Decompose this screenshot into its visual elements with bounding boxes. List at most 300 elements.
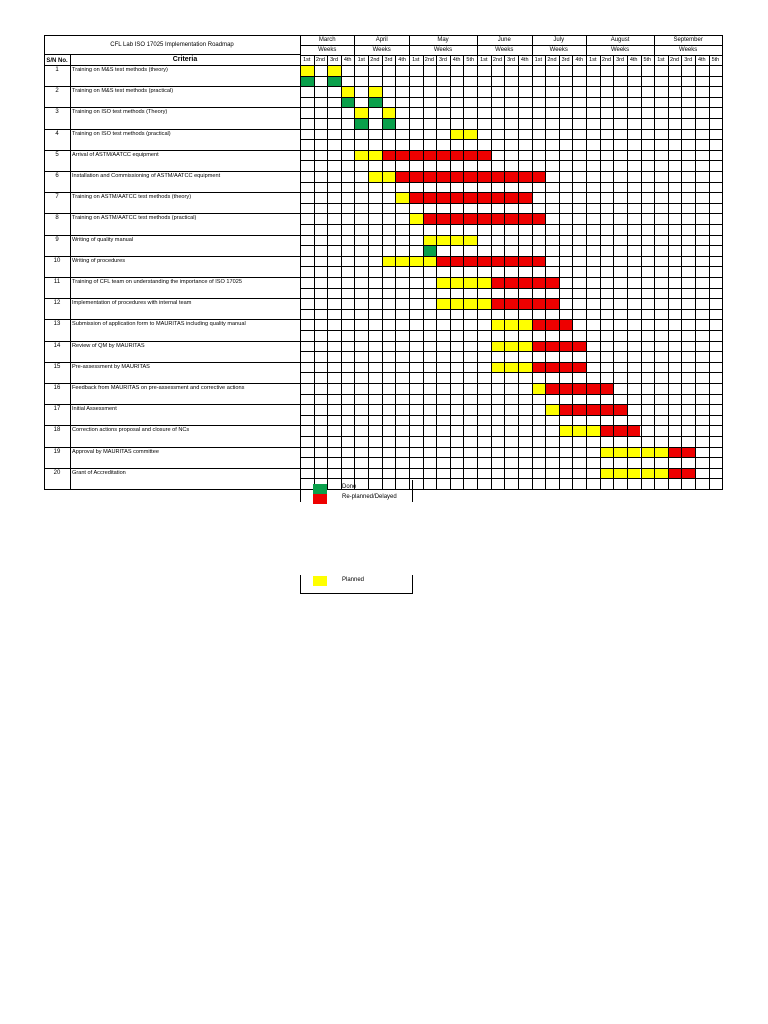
gantt-bar-cell [382, 150, 395, 160]
gantt-bar-cell [382, 119, 395, 129]
task-criteria: Pre-assessment by MAURITAS [72, 363, 150, 370]
grid-line [300, 203, 722, 204]
gantt-bar-cell [464, 299, 477, 309]
task-sn: 12 [53, 300, 61, 307]
legend-delayed-label: Re-planned/Delayed [342, 494, 397, 500]
grid-line [44, 468, 722, 469]
grid-line [300, 182, 722, 183]
gantt-bar-cell [464, 235, 477, 245]
gantt-bar-cell [478, 172, 491, 182]
gantt-bar-cell [478, 299, 491, 309]
chart-title: CFL Lab ISO 17025 Implementation Roadmap [110, 42, 234, 48]
grid-line [354, 35, 355, 490]
task-sn: 7 [55, 194, 59, 201]
gantt-bar-cell [559, 384, 572, 394]
gantt-bar-cell [559, 341, 572, 351]
grid-line [44, 383, 722, 384]
task-criteria: Initial Assessment [72, 406, 117, 413]
grid-line [545, 55, 546, 490]
gantt-bar-cell [491, 214, 504, 224]
gantt-bar-cell [382, 172, 395, 182]
task-criteria: Implementation of procedures with internal team [72, 300, 192, 307]
gantt-bar-cell [355, 150, 368, 160]
gantt-bar-cell [573, 362, 586, 372]
gantt-bar-cell [614, 426, 627, 436]
weeks-label: Weeks [318, 47, 337, 53]
gantt-bar-cell [382, 108, 395, 118]
grid-line [641, 55, 642, 490]
gantt-bar-cell [464, 193, 477, 203]
gantt-bar-cell [328, 66, 341, 76]
grid-line [300, 76, 722, 77]
gantt-bar-cell [423, 172, 436, 182]
gantt-bar-cell [355, 119, 368, 129]
legend2-border-left [300, 575, 301, 593]
grid-line [44, 213, 722, 214]
task-criteria: Writing of quality manual [72, 236, 134, 243]
gantt-bar-cell [328, 76, 341, 86]
task-sn: 16 [53, 385, 61, 391]
month-header-may: May [437, 37, 449, 43]
task-sn: 2 [55, 88, 59, 95]
gantt-bar-cell [505, 278, 518, 288]
legend2-border-bottom [300, 593, 413, 594]
gantt-bar-cell [409, 193, 422, 203]
gantt-bar-cell [396, 172, 409, 182]
task-sn: 20 [53, 469, 61, 476]
grid-line [300, 351, 722, 352]
gantt-bar-cell [600, 405, 613, 415]
grid-line [300, 245, 722, 246]
gantt-bar-cell [532, 362, 545, 372]
gantt-bar-cell [301, 66, 314, 76]
grid-line [327, 55, 328, 490]
task-sn: 5 [55, 151, 59, 158]
month-header-march: March [318, 37, 336, 43]
gantt-bar-cell [559, 320, 572, 330]
task-criteria: Arrival of ASTM/AATCC equipment [72, 151, 159, 158]
gantt-bar-cell [573, 384, 586, 394]
task-criteria: Training on ASTM/AATCC test methods (theory) [72, 194, 192, 201]
gantt-bar-cell [437, 214, 450, 224]
week-header: 5th [466, 57, 475, 63]
gantt-bar-cell [478, 278, 491, 288]
weeks-label: Weeks [610, 47, 630, 53]
gantt-bar-cell [505, 172, 518, 182]
grid-line [654, 35, 655, 490]
grid-line [559, 55, 560, 490]
task-criteria: Writing of procedures [72, 257, 126, 264]
week-header: 1st [357, 57, 365, 63]
grid-line [681, 55, 682, 490]
gantt-bar-cell [532, 214, 545, 224]
gantt-bar-cell [491, 362, 504, 372]
gantt-bar-cell [437, 150, 450, 160]
grid-line [44, 192, 722, 193]
gantt-bar-cell [491, 193, 504, 203]
grid-line [572, 55, 573, 490]
week-header: 3rd [507, 57, 516, 63]
grid-line [44, 362, 722, 363]
gantt-bar-cell [437, 299, 450, 309]
task-sn: 10 [53, 257, 61, 264]
grid-line [314, 55, 315, 490]
task-criteria: Correction actions proposal and closure of NCs [72, 427, 190, 434]
gantt-bar-cell [518, 256, 531, 266]
legend2-border-right [412, 575, 413, 593]
grid-line [368, 55, 369, 490]
grid-line [600, 55, 601, 490]
gantt-bar-cell [464, 214, 477, 224]
gantt-bar-cell [546, 320, 559, 330]
gantt-bar-cell [491, 299, 504, 309]
gantt-bar-cell [355, 108, 368, 118]
gantt-bar-cell [341, 87, 354, 97]
month-header-june: June [497, 37, 511, 43]
gantt-bar-cell [546, 299, 559, 309]
grid-line [44, 171, 722, 172]
week-header: 4th [520, 57, 529, 63]
week-header: 4th [398, 57, 406, 63]
grid-line [613, 55, 614, 490]
gantt-bar-cell [505, 320, 518, 330]
gantt-bar-cell [546, 362, 559, 372]
gantt-bar-cell [409, 150, 422, 160]
grid-line [44, 341, 722, 342]
gantt-bar-cell [655, 468, 668, 478]
gantt-bar-cell [655, 447, 668, 457]
gantt-bar-cell [369, 97, 382, 107]
grid-line [477, 35, 478, 490]
grid-line [70, 54, 71, 490]
week-header: 4th [629, 57, 638, 63]
gantt-bar-cell [573, 405, 586, 415]
task-criteria: Approval by MAURITAS committee [72, 448, 159, 455]
weeks-label: Weeks [433, 47, 453, 53]
gantt-bar-cell [532, 299, 545, 309]
grid-line [709, 55, 710, 490]
weeks-label: Weeks [372, 47, 391, 53]
gantt-bar-cell [573, 426, 586, 436]
gantt-bar-cell [450, 214, 463, 224]
gantt-bar-cell [600, 426, 613, 436]
month-header-august: August [610, 37, 630, 43]
task-criteria: Training on ISO test methods (Theory) [72, 109, 168, 116]
gantt-bar-cell [341, 97, 354, 107]
legend-border-left [300, 480, 301, 502]
task-sn: 3 [55, 109, 59, 116]
grid-line [627, 55, 628, 490]
grid-line [300, 35, 301, 490]
week-header: 3rd [439, 57, 447, 63]
gantt-bar-cell [627, 447, 640, 457]
grid-line [436, 55, 437, 490]
gantt-bar-cell [464, 278, 477, 288]
gantt-bar-cell [505, 299, 518, 309]
gantt-bar-cell [532, 384, 545, 394]
gantt-bar-cell [518, 193, 531, 203]
grid-line [300, 436, 722, 437]
gantt-bar-cell [396, 193, 409, 203]
task-sn: 1 [55, 67, 59, 73]
gantt-bar-cell [369, 150, 382, 160]
gantt-bar-cell [600, 384, 613, 394]
week-header: 1st [412, 57, 420, 63]
grid-line [518, 55, 519, 490]
gantt-bar-cell [423, 235, 436, 245]
gantt-bar-cell [423, 246, 436, 256]
week-header: 2nd [669, 57, 680, 63]
gantt-bar-cell [532, 278, 545, 288]
week-header: 2nd [315, 57, 325, 63]
gantt-bar-cell [478, 193, 491, 203]
grid-line [300, 266, 722, 267]
gantt-bar-cell [491, 172, 504, 182]
gantt-bar-cell [518, 172, 531, 182]
grid-line [300, 139, 722, 140]
gantt-bar-cell [614, 405, 627, 415]
week-header: 4th [575, 57, 584, 63]
gantt-bar-cell [505, 362, 518, 372]
grid-line [300, 288, 722, 289]
task-criteria: Grant of Accreditation [72, 469, 126, 476]
task-sn: 17 [53, 406, 61, 413]
month-header-april: April [375, 37, 388, 43]
gantt-bar-cell [532, 172, 545, 182]
weeks-label: Weeks [495, 47, 514, 53]
gantt-bar-cell [464, 172, 477, 182]
week-header: 3rd [384, 57, 393, 63]
task-sn: 13 [53, 321, 61, 328]
gantt-bar-cell [682, 447, 695, 457]
grid-line [450, 55, 451, 490]
task-sn: 19 [53, 448, 61, 455]
task-criteria: Review of QM by MAURITAS [72, 342, 145, 349]
gantt-bar-cell [478, 214, 491, 224]
task-sn: 18 [53, 427, 61, 434]
legend-planned-label: Planned [342, 577, 365, 583]
grid-line [44, 404, 722, 405]
gantt-bar-cell [409, 172, 422, 182]
month-header-july: July [553, 37, 565, 43]
grid-top [44, 35, 722, 36]
gantt-bar-cell [437, 172, 450, 182]
grid-line [44, 65, 722, 66]
gantt-bar-cell [382, 256, 395, 266]
gantt-bar-cell [464, 150, 477, 160]
task-sn: 14 [53, 342, 61, 349]
gantt-bar-cell [437, 278, 450, 288]
gantt-bar-cell [614, 468, 627, 478]
gantt-bar-cell [464, 256, 477, 266]
gantt-bar-cell [559, 405, 572, 415]
gantt-bar-cell [437, 256, 450, 266]
week-header: 1st [657, 57, 665, 63]
grid-line [668, 55, 669, 490]
gantt-bar-cell [450, 172, 463, 182]
grid-left [44, 35, 45, 490]
week-header: 2nd [424, 57, 434, 63]
grid-line [44, 425, 722, 426]
week-header: 2nd [492, 57, 503, 63]
grid-line [504, 55, 505, 490]
gantt-bar-cell [464, 129, 477, 139]
gantt-bar-cell [491, 278, 504, 288]
gantt-bar-cell [600, 468, 613, 478]
gantt-bar-cell [532, 320, 545, 330]
task-criteria: Training on ISO test methods (practical) [72, 130, 171, 137]
gantt-bar-cell [369, 87, 382, 97]
gantt-bar-cell [559, 426, 572, 436]
gantt-bar-cell [532, 341, 545, 351]
gantt-bar-cell [301, 76, 314, 86]
week-header: 1st [303, 57, 311, 63]
grid-line [532, 35, 533, 490]
grid-line [44, 86, 722, 87]
gantt-bar-cell [437, 193, 450, 203]
gantt-bar-cell [491, 256, 504, 266]
grid-line [300, 224, 722, 225]
gantt-bar-cell [518, 341, 531, 351]
gantt-bar-cell [450, 129, 463, 139]
gantt-bar-cell [518, 320, 531, 330]
gantt-bar-cell [546, 384, 559, 394]
gantt-bar-cell [409, 214, 422, 224]
week-header: 5th [643, 57, 652, 63]
legend-delayed-swatch [313, 494, 327, 504]
gantt-bar-cell [450, 235, 463, 245]
grid-line [300, 309, 722, 310]
week-header: 1st [480, 57, 488, 63]
week-header: 3rd [616, 57, 625, 63]
grid-line [300, 160, 722, 161]
gantt-bar-cell [641, 447, 654, 457]
grid-line [382, 55, 383, 490]
legend-done-label: Done [342, 484, 357, 490]
grid-line [409, 35, 410, 490]
grid-line [44, 150, 722, 151]
grid-line [300, 118, 722, 119]
gantt-bar-cell [423, 193, 436, 203]
gantt-bar-cell [627, 426, 640, 436]
sn-header: S/N No. [46, 58, 68, 64]
week-header: 5th [711, 57, 720, 63]
gantt-bar-cell [450, 299, 463, 309]
grid-line [395, 55, 396, 490]
gantt-bar-cell [559, 362, 572, 372]
task-sn: 15 [53, 363, 61, 370]
task-criteria: Submission of application form to MAURITAS including quality manual [72, 321, 246, 328]
gantt-bar-cell [546, 405, 559, 415]
grid-line [463, 55, 464, 490]
gantt-bar-cell [532, 256, 545, 266]
gantt-bar-cell [478, 150, 491, 160]
grid-line [695, 55, 696, 490]
gantt-bar-cell [587, 405, 600, 415]
gantt-bar-cell [668, 468, 681, 478]
legend-done-swatch [313, 484, 327, 494]
week-header: 4th [343, 57, 352, 63]
gantt-bar-cell [396, 256, 409, 266]
gantt-bar-cell [396, 150, 409, 160]
gantt-bar-cell [450, 278, 463, 288]
grid-line [44, 54, 300, 55]
task-criteria: Training on ASTM/AATCC test methods (practical) [72, 215, 197, 222]
gantt-bar-cell [627, 468, 640, 478]
gantt-bar-cell [518, 278, 531, 288]
gantt-bar-cell [587, 426, 600, 436]
grid-line [722, 35, 723, 490]
gantt-bar-cell [423, 256, 436, 266]
gantt-bar-cell [505, 193, 518, 203]
task-criteria: Training on M&S test methods (practical) [72, 88, 174, 95]
grid-line [300, 415, 722, 416]
gantt-bar-cell [518, 362, 531, 372]
week-header: 2nd [370, 57, 380, 63]
grid-line [44, 235, 722, 236]
gantt-bar-cell [587, 384, 600, 394]
grid-line [300, 97, 722, 98]
gantt-bar-cell [423, 150, 436, 160]
gantt-bar-cell [491, 320, 504, 330]
grid-line [491, 55, 492, 490]
task-sn: 6 [55, 173, 59, 179]
week-header: 3rd [561, 57, 570, 63]
criteria-header: Criteria [172, 56, 198, 63]
grid-line [44, 319, 722, 320]
gantt-bar-cell [600, 447, 613, 457]
gantt-bar-cell [450, 150, 463, 160]
gantt-bar-cell [369, 172, 382, 182]
gantt-bar-cell [437, 235, 450, 245]
week-header: 3rd [684, 57, 693, 63]
gantt-bar-cell [682, 468, 695, 478]
week-header: 2nd [601, 57, 612, 63]
task-criteria: Installation and Commissioning of ASTM/AATCC equipment [72, 173, 221, 179]
month-header-september: September [673, 37, 703, 43]
gantt-bar-cell [450, 193, 463, 203]
task-criteria: Training on M&S test methods (theory) [72, 67, 168, 73]
legend-border-right [412, 480, 413, 502]
weeks-label: Weeks [679, 47, 698, 53]
gantt-bar-cell [668, 447, 681, 457]
grid-line [300, 372, 722, 373]
grid-line [44, 129, 722, 130]
gantt-bar-cell [505, 214, 518, 224]
grid-line [300, 457, 722, 458]
grid-line [341, 55, 342, 490]
grid-line [44, 256, 722, 257]
grid-line [423, 55, 424, 490]
gantt-bar-cell [491, 341, 504, 351]
weeks-label: Weeks [549, 47, 568, 53]
gantt-bar-cell [614, 447, 627, 457]
week-header: 3rd [330, 57, 339, 63]
grid-line [300, 394, 722, 395]
gantt-bar-cell [641, 468, 654, 478]
week-header: 4th [452, 57, 461, 63]
gantt-bar-cell [546, 278, 559, 288]
legend-planned-swatch [313, 576, 327, 586]
grid-line [300, 55, 722, 56]
gantt-bar-cell [518, 214, 531, 224]
grid-line [44, 107, 722, 108]
grid-line [44, 447, 722, 448]
task-sn: 11 [53, 279, 61, 285]
grid-line [44, 298, 722, 299]
week-header: 4th [697, 57, 706, 63]
gantt-bar-cell [423, 214, 436, 224]
